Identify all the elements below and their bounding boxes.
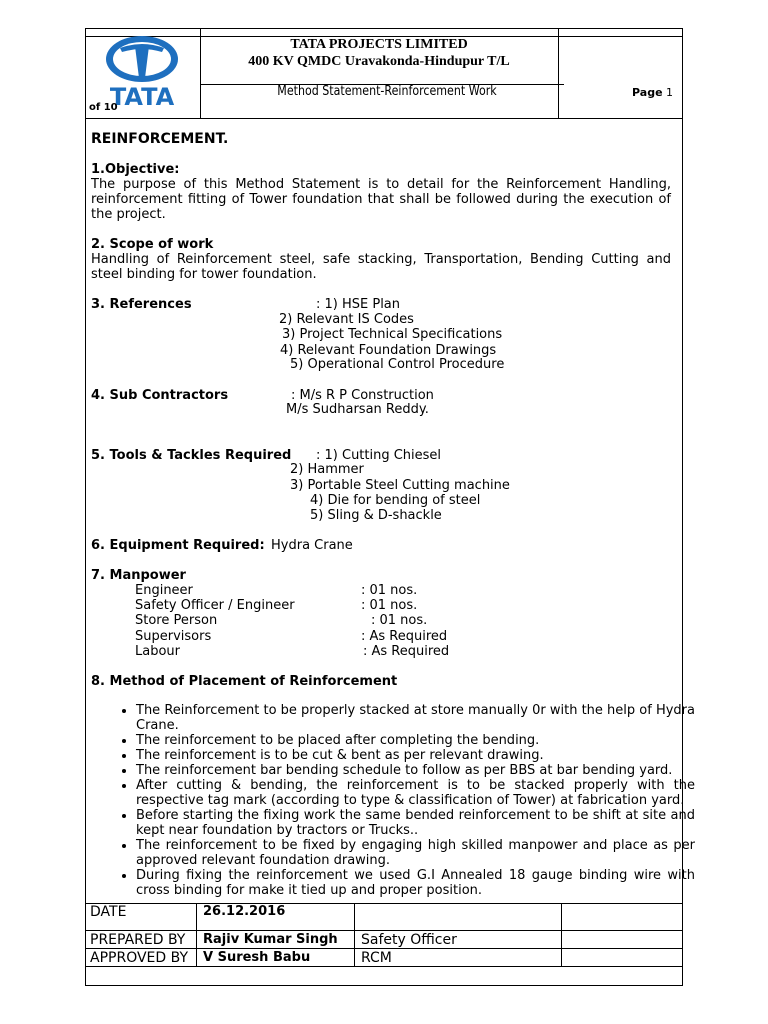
method-bullet: • The Reinforcement to be properly stacked at store manually 0r with the help of Hydra Crane. bbox=[136, 703, 695, 733]
reference-item: : 1) HSE Plan bbox=[316, 297, 401, 312]
date-value: 26.12.2016 bbox=[203, 904, 286, 919]
prepared-by-role: Safety Officer bbox=[361, 932, 457, 948]
tool-item: : 1) Cutting Chiesel bbox=[316, 448, 442, 463]
approved-by-name: V Suresh Babu bbox=[203, 950, 311, 965]
references-heading: 3. References bbox=[91, 297, 192, 312]
reference-item: 5) Operational Control Procedure bbox=[290, 357, 505, 372]
manpower-role: Engineer bbox=[135, 583, 193, 598]
approved-by-label: APPROVED BY bbox=[90, 950, 189, 966]
tool-item: 2) Hammer bbox=[290, 462, 364, 477]
logo-wordmark: TATA bbox=[109, 83, 175, 108]
approved-by-role: RCM bbox=[361, 950, 392, 966]
method-bullet: • The reinforcement bar bending schedule to follow as per BBS at bar bending yard. bbox=[136, 763, 695, 778]
project-name: 400 KV QMDC Uravakonda-Hindupur T/L bbox=[248, 54, 510, 69]
tata-logo bbox=[100, 34, 185, 108]
manpower-role: Store Person bbox=[135, 613, 218, 628]
manpower-role: Safety Officer / Engineer bbox=[135, 598, 295, 613]
tool-item: 4) Die for bending of steel bbox=[310, 493, 481, 508]
subcontractor-item: M/s Sudharsan Reddy. bbox=[286, 402, 429, 417]
subcontractors-heading: 4. Sub Contractors bbox=[91, 388, 229, 403]
method-bullet: • The reinforcement to be placed after completing the bending. bbox=[136, 733, 695, 748]
manpower-heading: 7. Manpower bbox=[91, 568, 186, 583]
manpower-qty: : 01 nos. bbox=[361, 583, 418, 598]
date-label: DATE bbox=[90, 904, 127, 920]
reference-item: 4) Relevant Foundation Drawings bbox=[280, 343, 497, 358]
method-heading: 8. Method of Placement of Reinforcement bbox=[91, 674, 398, 689]
tool-item: 5) Sling & D-shackle bbox=[310, 508, 442, 523]
method-bullet: • After cutting & bending, the reinforcement is to be stacked properly with the respective tag mark (according to type & classification of Tower) at fabrication yard. bbox=[136, 778, 695, 808]
page-number: 1 bbox=[666, 86, 674, 99]
method-bullet: • The reinforcement to be fixed by engaging high skilled manpower and place as per approved relevant foundation drawing. bbox=[136, 838, 695, 868]
prepared-by-name: Rajiv Kumar Singh bbox=[203, 932, 338, 947]
prepared-by-label: PREPARED BY bbox=[90, 932, 186, 948]
page-label: Page bbox=[632, 86, 663, 99]
scope-heading: 2. Scope of work bbox=[91, 237, 214, 252]
document-title: Method Statement-Reinforcement Work bbox=[277, 84, 497, 99]
page-of: of 10 bbox=[89, 102, 118, 113]
method-bullet: • Before starting the fixing work the same bended reinforcement to be shift at site and kept near foundation by tractors or Trucks.. bbox=[136, 808, 695, 838]
tool-item: 3) Portable Steel Cutting machine bbox=[290, 478, 510, 493]
method-bullet: • During fixing the reinforcement we used G.I Annealed 18 gauge binding wire with cross binding for make it tied up and proper position. bbox=[136, 868, 695, 898]
manpower-qty: : As Required bbox=[363, 644, 450, 659]
equipment-heading: 6. Equipment Required: bbox=[91, 538, 265, 553]
manpower-qty: : As Required bbox=[361, 629, 448, 644]
reference-item: 3) Project Technical Specifications bbox=[282, 327, 503, 342]
page-indicator bbox=[632, 86, 673, 99]
objective-heading: 1.Objective: bbox=[91, 162, 180, 177]
manpower-role: Labour bbox=[135, 644, 180, 659]
objective-text: The purpose of this Method Statement is to detail for the Reinforcement Handling, reinforcement fitting of Tower foundation that shall be followed during the execution of the project. bbox=[91, 177, 671, 222]
manpower-qty: : 01 nos. bbox=[361, 598, 418, 613]
main-title: REINFORCEMENT. bbox=[91, 131, 229, 147]
equipment-value: Hydra Crane bbox=[271, 538, 353, 553]
method-bullet: • The reinforcement is to be cut & bent as per relevant drawing. bbox=[136, 748, 695, 763]
manpower-role: Supervisors bbox=[135, 629, 212, 644]
method-bullet-list bbox=[112, 703, 695, 898]
subcontractor-item: : M/s R P Construction bbox=[291, 388, 434, 403]
scope-text: Handling of Reinforcement steel, safe stacking, Transportation, Bending Cutting and steel binding for tower foundation. bbox=[91, 252, 671, 282]
manpower-qty: : 01 nos. bbox=[371, 613, 428, 628]
tools-heading: 5. Tools & Tackles Required bbox=[91, 448, 292, 463]
reference-item: 2) Relevant IS Codes bbox=[279, 312, 414, 327]
company-name: TATA PROJECTS LIMITED bbox=[290, 37, 468, 52]
